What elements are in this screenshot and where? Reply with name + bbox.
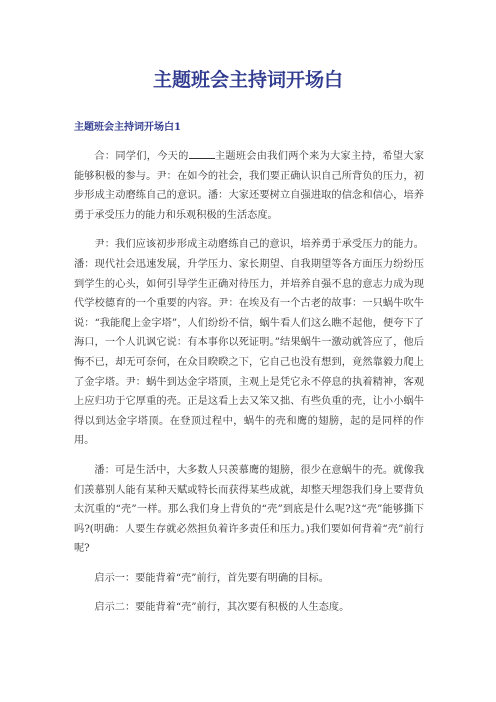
document-body bbox=[74, 147, 424, 628]
section-heading: 主题班会主持词开场白1 bbox=[74, 122, 181, 133]
paragraph-1-text-before-blank: 合：同学们，今天的 bbox=[94, 151, 189, 162]
paragraph-1-text-after-blank: 主题班会由我们两个来为大家主持，希望大家能够积极的参与。尹：在如今的社会，我们要正确认识自己所背负的压力，初步形成主动磨练自己的意识。潘：大家还要树立自强进取的信念和信心，培养勇于承受压力的能力和乐观积极的生活态度。 bbox=[74, 151, 425, 221]
paragraph-1 bbox=[74, 147, 424, 225]
fill-in-blank bbox=[189, 148, 215, 159]
page-title: 主题班会主持词开场白 bbox=[152, 69, 343, 91]
paragraph-5: 启示二：要能背着“壳”前行，其次要有积极的人生态度。 bbox=[94, 602, 350, 614]
paragraph-4: 启示一：要能背着“壳”前行，首先要有明确的目标。 bbox=[94, 572, 329, 584]
paragraph-3: 潘：可是生活中，大多数人只羡慕鹰的翅膀，很少在意蜗牛的壳。就像我们羡慕别人能有某种天赋或特长而获得某些成就，却整天埋怨我们身上要背负太沉重的“壳”一样。那么我们身上背负的“壳”到底是什么呢?这“壳”能够撕下吗?(明确：人要生存就必然担负着许多责任和压力。)我们要如何背着“壳”前行呢? bbox=[74, 464, 424, 555]
paragraph-2: 尹：我们应该初步形成主动磨练自己的意识，培养勇于承受压力的能力。潘：现代社会迅速发展，升学压力、家长期望、自我期望等各方面压力纷纷压到学生的心头，如何引导学生正确对待压力，并培养自强不息的意志力成为现代学校德育的一个重要的内容。尹：在埃及有一个古老的故事：一只蜗牛吹牛说：“我能爬上金字塔”，人们纷纷不信，蜗牛看人们这么瞧不起他，便夸下了海口，一个人讥讽它说：有本事你以死证明。”结果蜗牛一激动就答应了，他后悔不已，却无可奈何，在众目睽睽之下，它自己也没有想到，竟然靠毅力爬上了金字塔。尹：蜗牛到达金字塔顶，主观上是凭它永不停息的执着精神，客观上应归功于它厚重的壳。正是这看上去又笨又拙、有些负重的壳，让小小蜗牛得以到达金字塔顶。在登顶过程中，蜗牛的壳和鹰的翅膀，起的是同样的作用。 bbox=[74, 239, 424, 447]
